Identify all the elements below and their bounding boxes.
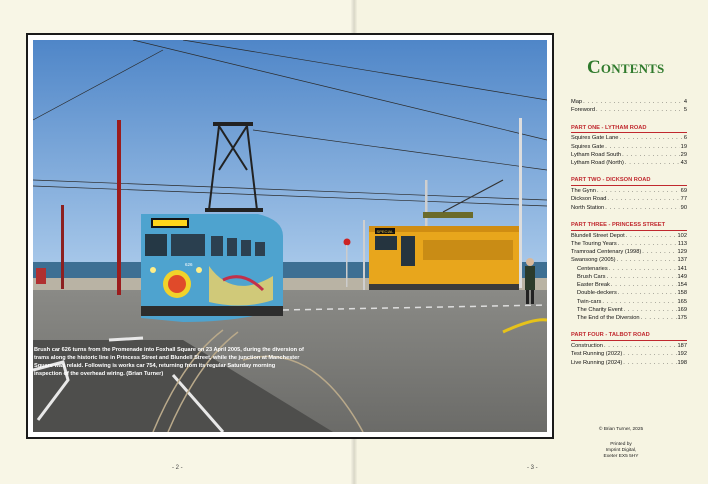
toc-entry-title: The End of the Diversion bbox=[577, 315, 640, 321]
toc-entry-title: Map bbox=[571, 99, 583, 105]
part-rule bbox=[571, 185, 687, 186]
toc-entry[interactable] bbox=[571, 248, 687, 256]
toc-entry-page: 77 bbox=[680, 196, 687, 203]
printer-imprint bbox=[571, 442, 671, 460]
copyright-notice: © Brian Turner, 2025 bbox=[598, 427, 644, 432]
toc-leader bbox=[597, 187, 680, 195]
contents-title: Contents bbox=[587, 57, 665, 78]
toc-entry-page: 102 bbox=[677, 232, 687, 239]
toc-entry-page: 158 bbox=[677, 290, 687, 297]
toc-entry[interactable] bbox=[571, 106, 687, 114]
toc-entry[interactable] bbox=[571, 240, 687, 248]
toc-entry-title: Blundell Street Depot bbox=[571, 232, 625, 239]
toc-entry[interactable] bbox=[571, 232, 687, 240]
toc-entry-title: Brush Cars bbox=[577, 273, 606, 280]
toc-entry-title: Test Running (2022) bbox=[571, 351, 623, 358]
toc-leader bbox=[623, 359, 676, 367]
toc-leader bbox=[606, 273, 676, 281]
toc-entry-title: Centenaries bbox=[577, 265, 608, 272]
toc-entry-page: 43 bbox=[680, 160, 687, 166]
toc-entry-page: 187 bbox=[677, 343, 687, 349]
toc-leader bbox=[583, 98, 683, 106]
toc-entry-title: Squires Gate Lane bbox=[571, 135, 619, 142]
toc-leader bbox=[604, 342, 677, 350]
part-rule bbox=[571, 230, 687, 231]
toc-entry[interactable] bbox=[571, 151, 687, 159]
part-rule bbox=[571, 132, 687, 133]
printer-line: Imprint Digital, bbox=[605, 448, 637, 453]
toc-entry-page: 141 bbox=[677, 265, 687, 272]
brush-car-626 bbox=[141, 214, 283, 322]
toc-entry-page: 154 bbox=[677, 282, 687, 288]
toc-entry-page: 5 bbox=[683, 107, 687, 114]
toc-entry-page: 69 bbox=[680, 188, 687, 194]
works-car-destination: SPECIAL bbox=[376, 229, 394, 234]
no-entry-sign bbox=[344, 239, 351, 246]
shelter bbox=[36, 268, 46, 284]
part-rule bbox=[571, 340, 687, 341]
toc-leader bbox=[609, 265, 677, 273]
toc-entry[interactable] bbox=[571, 187, 687, 195]
part-heading: PART ONE - LYTHAM ROAD bbox=[571, 124, 647, 131]
toc-subentry[interactable] bbox=[571, 298, 687, 306]
toc-entry-title: Squires Gate bbox=[571, 143, 605, 150]
toc-entry-page: 113 bbox=[677, 240, 687, 247]
toc-entry[interactable] bbox=[571, 143, 687, 151]
toc-subentry[interactable] bbox=[571, 289, 687, 297]
toc-entry-title: Lytham Road South bbox=[571, 151, 622, 158]
printer-line: Exeter EX5 5HY bbox=[603, 454, 639, 459]
toc-entry-title: The Charity Event bbox=[577, 306, 623, 313]
toc-leader bbox=[617, 256, 677, 264]
toc-entry-title: Double-deckers bbox=[577, 290, 617, 297]
toc-entry-page: 137 bbox=[677, 257, 687, 264]
toc-leader bbox=[611, 281, 677, 289]
toc-entry[interactable] bbox=[571, 204, 687, 212]
table-of-contents bbox=[571, 98, 687, 367]
page-number-right: - 3 - bbox=[527, 465, 538, 471]
toc-entry[interactable] bbox=[571, 256, 687, 264]
toc-leader bbox=[607, 195, 679, 203]
toc-entry-title: Construction bbox=[571, 343, 603, 349]
toc-entry-page: 4 bbox=[683, 99, 687, 105]
tram-fleet-number: 626 bbox=[185, 262, 193, 267]
toc-entry[interactable] bbox=[571, 134, 687, 142]
lamp-post bbox=[519, 118, 522, 288]
part-heading: PART FOUR - TALBOT ROAD bbox=[571, 332, 650, 339]
toc-leader bbox=[602, 298, 676, 306]
toc-entry-page: 169 bbox=[677, 306, 687, 313]
toc-leader bbox=[622, 151, 680, 159]
toc-entry-page: 29 bbox=[680, 151, 687, 158]
toc-entry[interactable] bbox=[571, 159, 687, 167]
toc-entry[interactable] bbox=[571, 359, 687, 367]
toc-entry-page: 6 bbox=[683, 135, 687, 142]
toc-entry-title: Lytham Road (North) bbox=[571, 160, 624, 166]
toc-entry[interactable] bbox=[571, 342, 687, 350]
toc-entry-page: 149 bbox=[677, 273, 687, 280]
toc-entry-page: 165 bbox=[677, 298, 687, 305]
toc-entry[interactable] bbox=[571, 98, 687, 106]
toc-leader bbox=[618, 240, 677, 248]
lamp-post bbox=[61, 205, 64, 289]
toc-entry[interactable] bbox=[571, 350, 687, 358]
toc-leader bbox=[605, 143, 679, 151]
toc-entry-page: 129 bbox=[677, 249, 687, 255]
toc-subentry[interactable] bbox=[571, 281, 687, 289]
toc-leader bbox=[596, 106, 683, 114]
photo-caption: Brush car 626 turns from the Promenade into Foxhall Square on 23 April 2005, during the diversion of trams along the historic line in Princess Street and Blundell Street, while the junction at Manchester Square was relaid. Following is works car 754, returning from its regular Saturday morning inspection of the overhead wiring. (Brian Turner) bbox=[34, 347, 304, 378]
toc-leader bbox=[619, 134, 682, 142]
toc-entry-page: 19 bbox=[680, 143, 687, 150]
toc-entry-title: Live Running (2024) bbox=[571, 359, 623, 366]
toc-entry-page: 175 bbox=[677, 315, 687, 321]
toc-entry[interactable] bbox=[571, 195, 687, 203]
toc-entry-page: 198 bbox=[677, 359, 687, 366]
toc-entry-title: Swansong (2005) bbox=[571, 257, 616, 264]
traction-pole bbox=[117, 120, 121, 295]
part-heading: PART THREE - PRINCESS STREET bbox=[571, 221, 666, 228]
toc-entry-title: Tramroad Centenary (1998) bbox=[571, 249, 642, 255]
toc-entry-title: Easter Break bbox=[577, 282, 610, 288]
part-heading: PART TWO - DICKSON ROAD bbox=[571, 177, 651, 184]
toc-subentry[interactable] bbox=[571, 273, 687, 281]
toc-entry-title: The Touring Years bbox=[571, 240, 617, 247]
toc-subentry[interactable] bbox=[571, 306, 687, 314]
toc-subentry[interactable] bbox=[571, 265, 687, 273]
toc-leader bbox=[642, 248, 676, 256]
toc-subentry[interactable] bbox=[571, 314, 687, 322]
toc-leader bbox=[626, 232, 677, 240]
toc-leader bbox=[618, 289, 677, 297]
toc-entry-title: Twin-cars bbox=[577, 298, 602, 305]
toc-entry-page: 192 bbox=[677, 351, 687, 358]
toc-entry-page: 90 bbox=[680, 204, 687, 211]
toc-entry-title: Foreword bbox=[571, 107, 596, 114]
printer-line: Printed by bbox=[610, 442, 632, 447]
toc-leader bbox=[623, 350, 676, 358]
sign-post bbox=[346, 245, 348, 287]
toc-leader bbox=[605, 204, 679, 212]
toc-entry-title: The Gynn bbox=[571, 188, 596, 194]
toc-leader bbox=[625, 159, 680, 167]
toc-entry-title: North Station bbox=[571, 204, 605, 211]
page-number-left: - 2 - bbox=[172, 465, 183, 471]
toc-leader bbox=[624, 306, 677, 314]
traction-pole bbox=[363, 220, 365, 290]
toc-leader bbox=[641, 314, 677, 322]
road-marking bbox=[109, 338, 143, 340]
toc-entry-title: Dickson Road bbox=[571, 196, 607, 203]
